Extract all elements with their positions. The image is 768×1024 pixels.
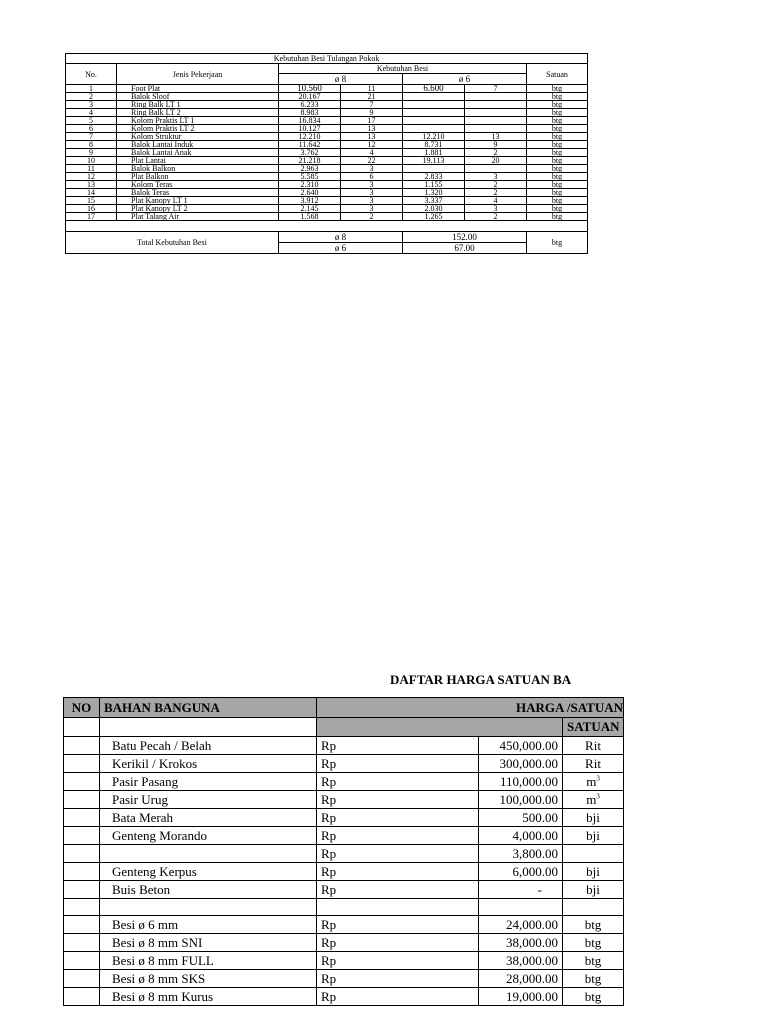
row-jenis: Balok Lantai Anak (117, 149, 279, 157)
price-row-no (64, 881, 100, 899)
row-jenis: Balok Lantai Induk (117, 141, 279, 149)
row-no: 9 (66, 149, 117, 157)
row-no: 4 (66, 109, 117, 117)
price-row-no (64, 809, 100, 827)
row-phi8-length: 10.560 (279, 85, 341, 93)
price-row-price: 300,000.00 (479, 755, 563, 773)
price-row-material: Kerikil / Krokos (100, 755, 317, 773)
price-row-unit (563, 899, 624, 916)
row-phi6-count: 2 (465, 149, 527, 157)
price-row-material: Besi ø 8 mm Kurus (100, 988, 317, 1006)
row-satuan: btg (527, 133, 588, 141)
price-row-unit-text: Rit (585, 756, 601, 771)
rebar-table-spacer (66, 221, 588, 232)
price-row-unit (563, 988, 624, 1006)
row-no: 12 (66, 173, 117, 181)
row-phi6-length (403, 93, 465, 101)
price-list-row (64, 970, 624, 988)
price-row-unit-text: btg (584, 989, 602, 1004)
row-jenis: Ring Balk LT 1 (117, 101, 279, 109)
row-satuan: btg (527, 157, 588, 165)
row-jenis: Plat Balkon (117, 173, 279, 181)
price-row-material: Besi ø 8 mm SNI (100, 934, 317, 952)
row-phi6-count: 9 (465, 141, 527, 149)
row-phi6-count: 4 (465, 197, 527, 205)
row-phi6-length: 19.113 (403, 157, 465, 165)
row-phi8-count: 13 (341, 125, 403, 133)
price-row-price: 28,000.00 (479, 970, 563, 988)
price-row-unit (563, 827, 624, 845)
row-phi8-length: 11.642 (279, 141, 341, 149)
price-row-no (64, 916, 100, 934)
row-phi8-length: 3.912 (279, 197, 341, 205)
price-row-unit-text: btg (584, 971, 602, 986)
rebar-table-header-row (66, 64, 588, 74)
price-header-bahan: BAHAN BANGUNA (100, 698, 317, 718)
row-jenis: Balok Sloof (117, 93, 279, 101)
price-row-material: Besi ø 8 mm FULL (100, 952, 317, 970)
row-jenis: Foot Plat (117, 85, 279, 93)
price-row-no (64, 934, 100, 952)
row-no: 8 (66, 141, 117, 149)
price-row-price: 500.00 (479, 809, 563, 827)
row-jenis: Plat Talang Air (117, 213, 279, 221)
price-row-unit (563, 881, 624, 899)
row-jenis: Plat Lantai (117, 157, 279, 165)
row-phi8-count: 3 (341, 181, 403, 189)
price-subheader-blank-bahan (100, 718, 317, 737)
row-phi8-length: 5.585 (279, 173, 341, 181)
price-row-unit-text: bji (586, 864, 600, 879)
row-phi8-length: 2.310 (279, 181, 341, 189)
price-row-material: Besi ø 6 mm (100, 916, 317, 934)
price-row-material: Pasir Urug (100, 791, 317, 809)
price-row-unit (563, 934, 624, 952)
price-list-row (64, 988, 624, 1006)
row-phi8-count: 3 (341, 165, 403, 173)
price-row-price: 24,000.00 (479, 916, 563, 934)
price-row-unit (563, 773, 624, 791)
price-list-row (64, 809, 624, 827)
price-row-currency: Rp (317, 773, 479, 791)
price-row-currency: Rp (317, 970, 479, 988)
price-row-currency: Rp (317, 863, 479, 881)
price-row-currency: Rp (317, 791, 479, 809)
row-no: 5 (66, 117, 117, 125)
price-list-row (64, 881, 624, 899)
row-phi8-count: 12 (341, 141, 403, 149)
row-phi8-count: 11 (341, 85, 403, 93)
price-list-row (64, 755, 624, 773)
price-row-price: 110,000.00 (479, 773, 563, 791)
price-row-price: 450,000.00 (479, 737, 563, 755)
price-row-unit (563, 809, 624, 827)
row-phi6-length (403, 109, 465, 117)
price-row-unit-text: btg (584, 917, 602, 932)
row-phi8-length: 12.210 (279, 133, 341, 141)
row-phi8-count: 17 (341, 117, 403, 125)
row-phi8-length: 2.145 (279, 205, 341, 213)
price-list-title: DAFTAR HARGA SATUAN BA (390, 672, 572, 687)
price-row-unit-text: bji (586, 882, 600, 897)
row-phi8-count: 2 (341, 213, 403, 221)
row-satuan: btg (527, 117, 588, 125)
price-list-table (63, 697, 624, 1006)
row-phi8-count: 3 (341, 205, 403, 213)
price-row-no (64, 988, 100, 1006)
price-row-material (100, 899, 317, 916)
total-phi8-label: ø 8 (279, 232, 403, 243)
price-row-price: - (479, 881, 563, 899)
row-jenis: Plat Kanopy LT 1 (117, 197, 279, 205)
total-phi6-label: ø 6 (279, 243, 403, 254)
row-phi6-length: 1.155 (403, 181, 465, 189)
row-jenis: Kolom Teras (117, 181, 279, 189)
price-row-material: Batu Pecah / Belah (100, 737, 317, 755)
row-satuan: btg (527, 141, 588, 149)
row-no: 14 (66, 189, 117, 197)
col-header-no: No. (66, 64, 117, 85)
price-row-no (64, 863, 100, 881)
price-row-material (100, 845, 317, 863)
price-row-unit-text: bji (586, 828, 600, 843)
price-header-harga: HARGA /SATUAN (317, 698, 624, 718)
row-phi6-length: 2.030 (403, 205, 465, 213)
price-row-unit (563, 970, 624, 988)
row-phi6-count: 2 (465, 213, 527, 221)
row-phi8-count: 13 (341, 133, 403, 141)
price-list-row (64, 773, 624, 791)
row-no: 1 (66, 85, 117, 93)
col-header-jenis: Jenis Pekerjaan (117, 64, 279, 85)
price-list-row (64, 791, 624, 809)
price-row-unit-text: Rit (585, 738, 601, 753)
row-no: 3 (66, 101, 117, 109)
price-row-unit (563, 863, 624, 881)
row-phi6-length (403, 101, 465, 109)
total-phi6-value: 67.00 (403, 243, 527, 254)
row-no: 11 (66, 165, 117, 173)
price-row-currency (317, 899, 479, 916)
price-row-unit (563, 755, 624, 773)
col-header-satuan: Satuan (527, 64, 588, 85)
row-satuan: btg (527, 125, 588, 133)
row-phi8-count: 4 (341, 149, 403, 157)
price-row-material: Genteng Morando (100, 827, 317, 845)
price-header-satuan: SATUAN (563, 718, 624, 737)
rebar-table-body (66, 54, 588, 254)
row-no: 17 (66, 213, 117, 221)
price-row-currency: Rp (317, 916, 479, 934)
price-list-row (64, 863, 624, 881)
row-phi8-length: 21.218 (279, 157, 341, 165)
row-phi6-length: 2.833 (403, 173, 465, 181)
row-satuan: btg (527, 165, 588, 173)
price-list-row (64, 899, 624, 916)
price-row-unit (563, 916, 624, 934)
price-row-unit-exponent: 3 (596, 774, 600, 783)
rebar-total-row-phi8 (66, 232, 588, 243)
row-phi6-count (465, 109, 527, 117)
price-row-no (64, 791, 100, 809)
price-row-currency: Rp (317, 952, 479, 970)
row-phi8-length: 20.167 (279, 93, 341, 101)
row-satuan: btg (527, 181, 588, 189)
price-row-no (64, 970, 100, 988)
row-phi6-count: 7 (465, 85, 527, 93)
price-row-material: Bata Merah (100, 809, 317, 827)
row-phi6-count: 20 (465, 157, 527, 165)
row-phi8-length: 6.233 (279, 101, 341, 109)
row-phi6-length: 12.210 (403, 133, 465, 141)
price-row-currency: Rp (317, 827, 479, 845)
rebar-table-title-row (66, 54, 588, 64)
row-phi6-length: 1.881 (403, 149, 465, 157)
row-phi6-count: 2 (465, 181, 527, 189)
price-row-no (64, 952, 100, 970)
price-row-unit (563, 737, 624, 755)
price-row-no (64, 737, 100, 755)
row-satuan: btg (527, 213, 588, 221)
price-row-no (64, 827, 100, 845)
price-row-unit-text: btg (584, 935, 602, 950)
row-phi6-length (403, 117, 465, 125)
row-phi6-length: 3.337 (403, 197, 465, 205)
price-table-subheader-row (64, 718, 624, 737)
row-phi8-count: 21 (341, 93, 403, 101)
price-row-no (64, 845, 100, 863)
row-phi8-length: 10.127 (279, 125, 341, 133)
price-row-unit-exponent: 3 (596, 792, 600, 801)
row-phi8-length: 8.983 (279, 109, 341, 117)
row-satuan: btg (527, 149, 588, 157)
row-phi8-length: 16.834 (279, 117, 341, 125)
row-phi8-length: 2.963 (279, 165, 341, 173)
price-row-unit-text: btg (584, 953, 602, 968)
price-row-no (64, 899, 100, 916)
price-table-header-row (64, 698, 624, 718)
row-satuan: btg (527, 173, 588, 181)
price-subheader-blank-harga (317, 718, 563, 737)
price-header-no: NO (64, 698, 100, 718)
row-satuan: btg (527, 85, 588, 93)
price-row-material: Besi ø 8 mm SKS (100, 970, 317, 988)
total-satuan: btg (527, 232, 588, 254)
row-phi8-count: 9 (341, 109, 403, 117)
row-phi6-count: 3 (465, 205, 527, 213)
row-phi8-length: 3.762 (279, 149, 341, 157)
price-row-unit-text: bji (586, 810, 600, 825)
rebar-table-row (66, 213, 588, 221)
row-phi6-count (465, 117, 527, 125)
row-phi6-count (465, 101, 527, 109)
row-jenis: Plat Kanopy LT 2 (117, 205, 279, 213)
price-row-price: 19,000.00 (479, 988, 563, 1006)
row-no: 6 (66, 125, 117, 133)
price-row-currency: Rp (317, 934, 479, 952)
col-header-phi8: ø 8 (279, 74, 403, 85)
row-satuan: btg (527, 189, 588, 197)
col-header-phi6: ø 6 (403, 74, 527, 85)
price-list-row (64, 845, 624, 863)
rebar-table-title: Kebutuhan Besi Tulangan Pokok (66, 54, 588, 64)
price-row-currency: Rp (317, 737, 479, 755)
price-list-row (64, 934, 624, 952)
row-phi8-count: 6 (341, 173, 403, 181)
price-list-row (64, 952, 624, 970)
row-jenis: Kolom Praktis LT 1 (117, 117, 279, 125)
price-subheader-blank-no (64, 718, 100, 737)
row-phi6-count: 2 (465, 189, 527, 197)
rebar-table-spacer-row (66, 221, 588, 232)
price-row-unit (563, 952, 624, 970)
row-phi8-count: 7 (341, 101, 403, 109)
price-row-material: Pasir Pasang (100, 773, 317, 791)
row-satuan: btg (527, 93, 588, 101)
row-no: 16 (66, 205, 117, 213)
price-row-currency: Rp (317, 845, 479, 863)
price-row-unit (563, 845, 624, 863)
row-jenis: Balok Teras (117, 189, 279, 197)
price-row-price: 38,000.00 (479, 934, 563, 952)
row-no: 7 (66, 133, 117, 141)
row-phi6-length: 1.265 (403, 213, 465, 221)
price-row-price: 4,000.00 (479, 827, 563, 845)
row-phi8-count: 3 (341, 197, 403, 205)
price-list-row (64, 916, 624, 934)
row-phi6-length: 1.320 (403, 189, 465, 197)
row-satuan: btg (527, 101, 588, 109)
price-row-no (64, 773, 100, 791)
row-phi8-length: 2.640 (279, 189, 341, 197)
price-row-unit-text: m (586, 792, 597, 807)
row-no: 2 (66, 93, 117, 101)
total-phi8-value: 152.00 (403, 232, 527, 243)
row-phi6-count: 13 (465, 133, 527, 141)
price-list-row (64, 737, 624, 755)
row-no: 15 (66, 197, 117, 205)
total-label: Total Kebutuhan Besi (66, 232, 279, 254)
row-phi6-length: 6.600 (403, 85, 465, 93)
row-phi6-count: 3 (465, 173, 527, 181)
row-jenis: Kolom Struktur (117, 133, 279, 141)
price-row-currency: Rp (317, 881, 479, 899)
rebar-requirement-table (65, 53, 588, 254)
row-satuan: btg (527, 197, 588, 205)
price-row-currency: Rp (317, 755, 479, 773)
price-row-material: Genteng Kerpus (100, 863, 317, 881)
price-row-price: 6,000.00 (479, 863, 563, 881)
row-phi6-count (465, 93, 527, 101)
row-jenis: Ring Balk LT 2 (117, 109, 279, 117)
row-phi6-length: 8.731 (403, 141, 465, 149)
price-row-price: 38,000.00 (479, 952, 563, 970)
row-no: 10 (66, 157, 117, 165)
price-table-body (64, 698, 624, 1006)
price-row-unit-text: m (586, 774, 597, 789)
row-phi8-count: 22 (341, 157, 403, 165)
price-row-no (64, 755, 100, 773)
row-satuan: btg (527, 109, 588, 117)
price-row-price (479, 899, 563, 916)
price-list-viewport (0, 697, 623, 1024)
price-row-price: 100,000.00 (479, 791, 563, 809)
price-row-price: 3,800.00 (479, 845, 563, 863)
row-no: 13 (66, 181, 117, 189)
row-satuan: btg (527, 205, 588, 213)
price-list-row (64, 827, 624, 845)
price-row-currency: Rp (317, 809, 479, 827)
row-jenis: Balok Balkon (117, 165, 279, 173)
row-phi8-count: 3 (341, 189, 403, 197)
price-row-currency: Rp (317, 988, 479, 1006)
col-header-kebutuhan: Kebutuhan Besi (279, 64, 527, 74)
price-row-unit (563, 791, 624, 809)
price-row-material: Buis Beton (100, 881, 317, 899)
row-phi8-length: 1.568 (279, 213, 341, 221)
row-jenis: Kolom Praktis LT 2 (117, 125, 279, 133)
